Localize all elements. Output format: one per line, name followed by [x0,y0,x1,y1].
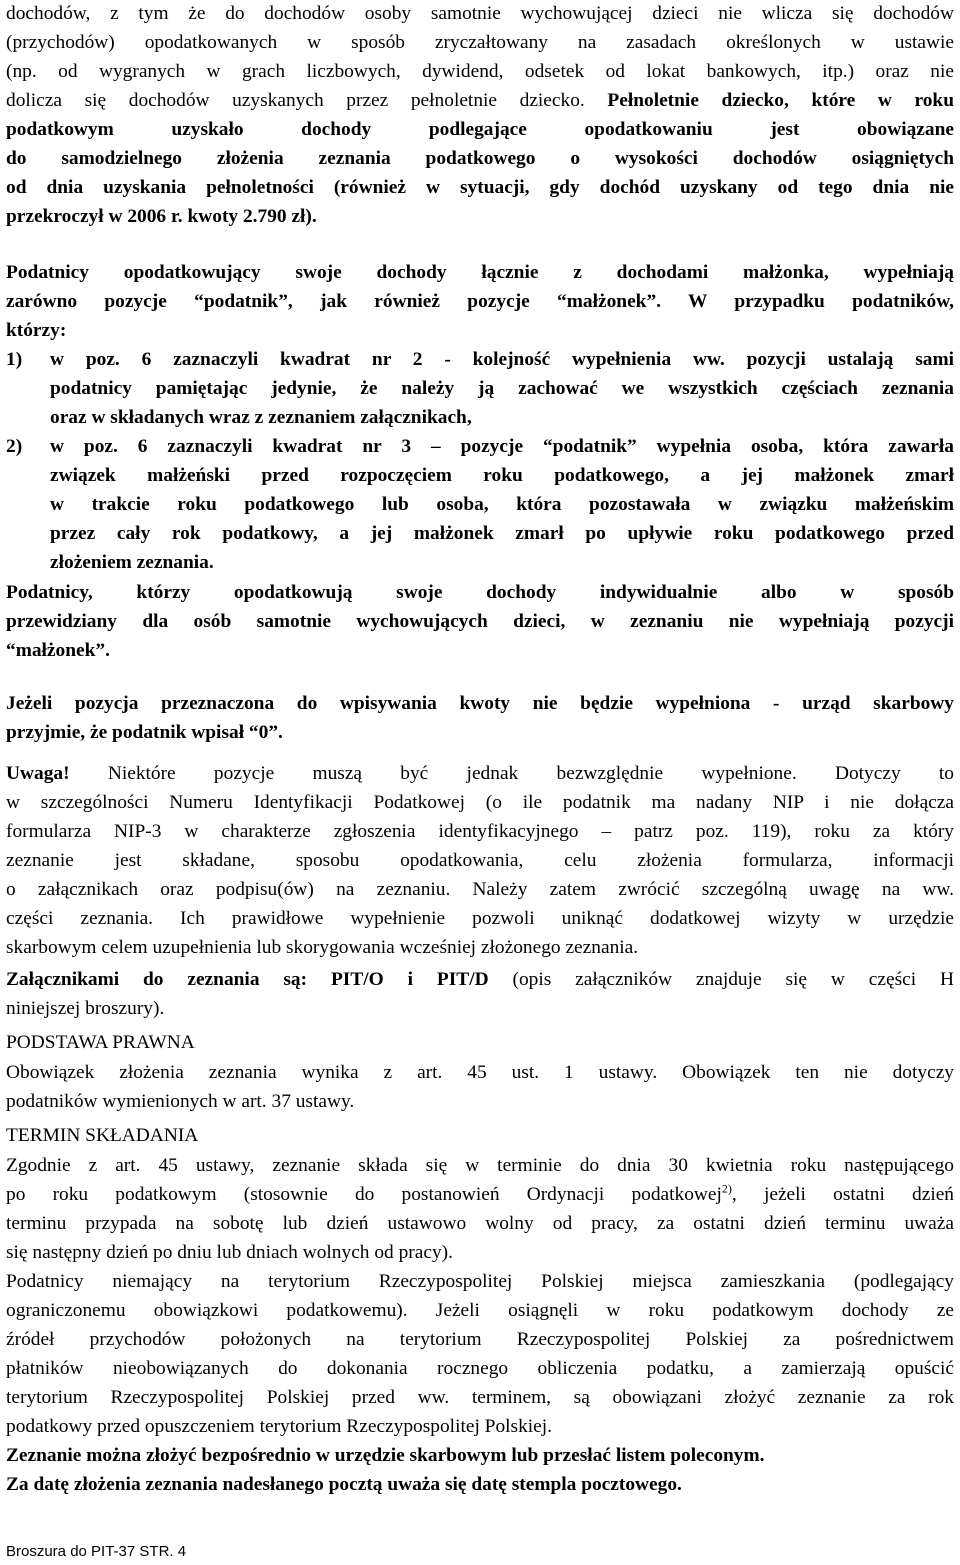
text-line: terminu przypada na sobotę lub dzień ustawowo wolny od pracy, za ostatni dzień terminu uważa [6,1213,954,1234]
text-line [6,965,954,994]
text-line: Obowiązek złożenia zeznania wynika z art. 45 ust. 1 ustawy. Obowiązek ten nie dotyczy [6,1062,954,1083]
section-heading [6,1121,954,1150]
text-line: formularza NIP-3 w charakterze zgłoszenia identyfikacyjnego – patrz poz. 119), roku za który [6,821,954,842]
bold-text-line: złożeniem zeznania. [50,552,214,573]
bold-text-segment: Pełnoletnie dziecko, które w roku [607,90,954,111]
text-line: podatników wymienionych w art. 37 ustawy. [6,1091,355,1112]
text-line: Zgodnie z art. 45 ustawy, zeznanie składa się w terminie do dnia 30 kwietnia roku następującego [6,1155,954,1176]
bold-text-line: oraz w składanych wraz z zeznaniem załącznikach, [50,407,472,428]
text-line: zeznanie jest składane, sposobu opodatkowania, celu złożenia formularza, informacji [6,850,954,871]
bold-text-line: zarówno pozycje “podatnik”, jak również pozycje “małżonek”. W przypadku podatników, [6,291,954,312]
text-line: Podatnicy niemający na terytorium Rzeczypospolitej Polskiej miejsca zamieszkania (podlegający [6,1271,954,1292]
paragraph-non-residents [6,1267,954,1441]
text-line [6,759,954,788]
bold-text-line: “małżonek”. [6,640,110,661]
bold-text-line: podatnicy pamiętając jedynie, że należy ją zachować we wszystkich częściach zeznania [50,378,954,399]
paragraph-joint-filers [6,258,954,345]
text-line: podatkowy przed opuszczeniem terytorium Rzeczypospolitej Polskiej. [6,1416,553,1437]
bold-text-line: którzy: [6,320,67,341]
bold-text-line: w trakcie roku podatkowego lub osoba, która pozostawała w związku małżeńskim [50,494,954,515]
heading-legal-basis: PODSTAWA PRAWNA [6,1032,195,1053]
paragraph-legal-basis [6,1058,954,1116]
bold-text-line: przyjmie, że podatnik wpisał “0”. [6,722,283,743]
text-line: ograniczonemu obowiązkowi podatkowemu). Jeżeli osiągnęli w roku podatkowym dochody ze [6,1300,954,1321]
bold-text-line: przewidziany dla osób samotnie wychowujących dzieci, w zeznaniu nie wypełniają pozycji [6,611,954,632]
paragraph-income-rules [6,0,954,231]
text-segment: Niektóre pozycje muszą być jednak bezwzględnie wypełnione. Dotyczy to [69,763,954,784]
heading-deadline: TERMIN SKŁADANIA [6,1125,199,1146]
text-segment: (opis załączników znajduje się w części H [488,969,954,990]
text-line: dochodów, z tym że do dochodów osoby samotnie wychowującej dzieci nie wlicza się dochodów [6,3,954,24]
text-segment: dolicza się dochodów uzyskanych przez pełnoletnie dziecko. [6,90,608,111]
text-line: (np. od wygranych w grach liczbowych, dywidend, odsetek od lokat bankowych, itp.) oraz nie [6,61,954,82]
bold-text-line: związek małżeński przed rozpoczęciem roku podatkowego, a jej małżonek zmarł [50,465,954,486]
text-line: źródeł przychodów położonych na terytorium Rzeczypospolitej Polskiej za pośrednictwem [6,1329,954,1350]
text-line [6,86,954,115]
bold-text-line: przez cały rok podatkowy, a jej małżonek zmarł po upływie roku podatkowego przed [50,523,954,544]
paragraph-warning [6,759,954,962]
list-number: 2) [6,436,23,457]
bold-text-line: do samodzielnego złożenia zeznania podatkowego o wysokości dochodów osiągniętych [6,148,954,169]
bold-text-line: Podatnicy, którzy opodatkowują swoje dochody indywidualnie albo w sposób [6,582,954,603]
paragraph-deadline [6,1151,954,1267]
warning-label: Uwaga! [6,763,70,784]
list-number: 1) [6,349,23,370]
text-line: się następny dzień po dniu lub dniach wolnych od pracy). [6,1242,453,1263]
paragraph-attachments [6,965,954,1023]
list-item-body [50,345,954,432]
text-segment: , jeżeli ostatni dzień [731,1184,955,1205]
bold-text-line: Jeżeli pozycja przeznaczona do wpisywania kwoty nie będzie wypełniona - urząd skarbowy [6,693,954,714]
text-line [6,1180,954,1209]
footnote-ref: 2) [721,1181,732,1196]
bold-text-segment: Załącznikami do zeznania są: PIT/O i PIT/D [6,969,489,990]
paragraph-empty-amounts [6,689,954,747]
bold-text-line: przekroczył w 2006 r. kwoty 2.790 zł). [6,206,317,227]
bold-text-line: Za datę złożenia zeznania nadesłanego pocztą uważa się datę stempla pocztowego. [6,1474,682,1495]
paragraph-individual-filers [6,578,954,665]
text-segment: po roku podatkowym (stosownie do postanowień Ordynacji podatkowej [6,1184,722,1205]
text-line: niniejszej broszury). [6,998,165,1019]
bold-text-line: w poz. 6 zaznaczyli kwadrat nr 2 - kolejność wypełnienia ww. pozycji ustalają sami [50,349,954,370]
text-line: (przychodów) opodatkowanych w sposób zryczałtowany na zasadach określonych w ustawie [6,32,954,53]
text-line: w szczególności Numeru Identyfikacji Podatkowej (o ile podatnik ma nadany NIP i nie dołącza [6,792,954,813]
text-line: części zeznania. Ich prawidłowe wypełnienie pozwoli uniknąć dodatkowej wizyty w urzędzie [6,908,954,929]
page-footer: Broszura do PIT-37 STR. 4 [6,1543,187,1560]
bold-text-line: od dnia uzyskania pełnoletności (również w sytuacji, gdy dochód uzyskany od tego dnia nie [6,177,954,198]
bold-text-line: w poz. 6 zaznaczyli kwadrat nr 3 – pozycje “podatnik” wypełnia osoba, która zawarła [50,436,954,457]
section-heading [6,1028,954,1057]
paragraph-submission [6,1441,954,1499]
text-line: płatników nieobowiązanych do dokonania rocznego obliczenia podatku, a zamierzają opuścić [6,1358,954,1379]
text-line: terytorium Rzeczypospolitej Polskiej przed ww. terminem, są obowiązani złożyć zeznanie za rok [6,1387,954,1408]
bold-text-line: Zeznanie można złożyć bezpośrednio w urzędzie skarbowym lub przesłać listem poleconym. [6,1445,765,1466]
list-item-body [50,432,954,577]
text-line: o załącznikach oraz podpisu(ów) na zeznaniu. Należy zatem zwrócić szczególną uwagę na ww. [6,879,954,900]
bold-text-line: podatkowym uzyskało dochody podlegające opodatkowaniu jest obowiązane [6,119,954,140]
bold-text-line: Podatnicy opodatkowujący swoje dochody łącznie z dochodami małżonka, wypełniają [6,262,954,283]
text-line: skarbowym celem uzupełnienia lub skorygowania wcześniej złożonego zeznania. [6,937,639,958]
